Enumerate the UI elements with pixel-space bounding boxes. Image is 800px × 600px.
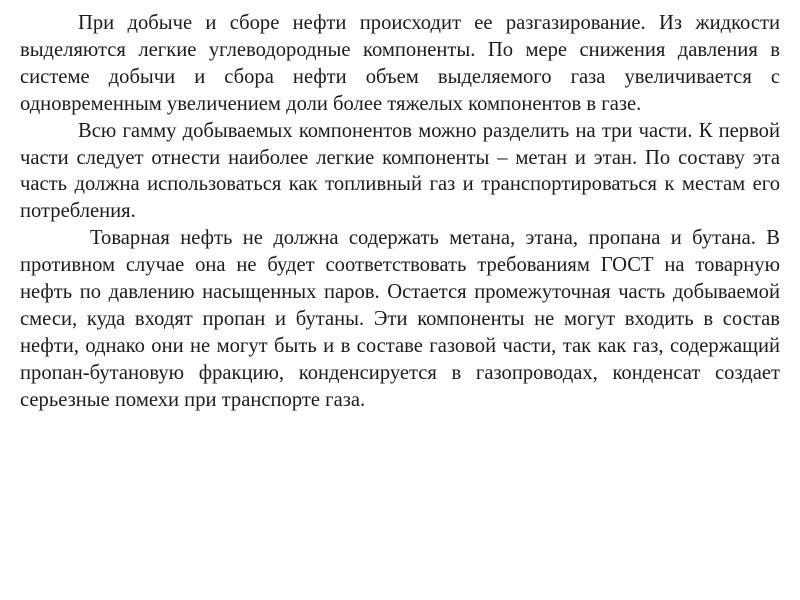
paragraph-component-parts: Всю гамму добываемых компонентов можно разделить на три части. К первой части следует отнести наиболее легкие компоненты – метан и этан. По составу эта часть должна использоваться как топливный газ и транспортироваться к местам его потребления. [20,119,780,223]
paragraph-commercial-oil: Товарная нефть не должна содержать метана, этана, пропана и бутана. В противном случае она не будет соответствовать требованиям ГОСТ на товарную нефть по давлению насыщенных паров. Остается промежуточная часть добываемой смеси, куда входят пропан и бутаны. Эти компоненты не могут входить в состав нефти, однако они не могут быть и в составе газовой части, так как газ, содержащий пропан-бутановую фракцию, конденсируется в газопроводах, конденсат создает серьезные помехи при транспорте газа. [20,227,780,411]
paragraph-degassing: При добыче и сборе нефти происходит ее разгазирование. Из жидкости выделяются легкие углеводородные компоненты. По мере снижения давления в системе добычи и сбора нефти объем выделяемого газа увеличивается с одновременным увеличением доли более тяжелых компонентов в газе. [20,12,780,115]
document-text-block [20,10,780,414]
